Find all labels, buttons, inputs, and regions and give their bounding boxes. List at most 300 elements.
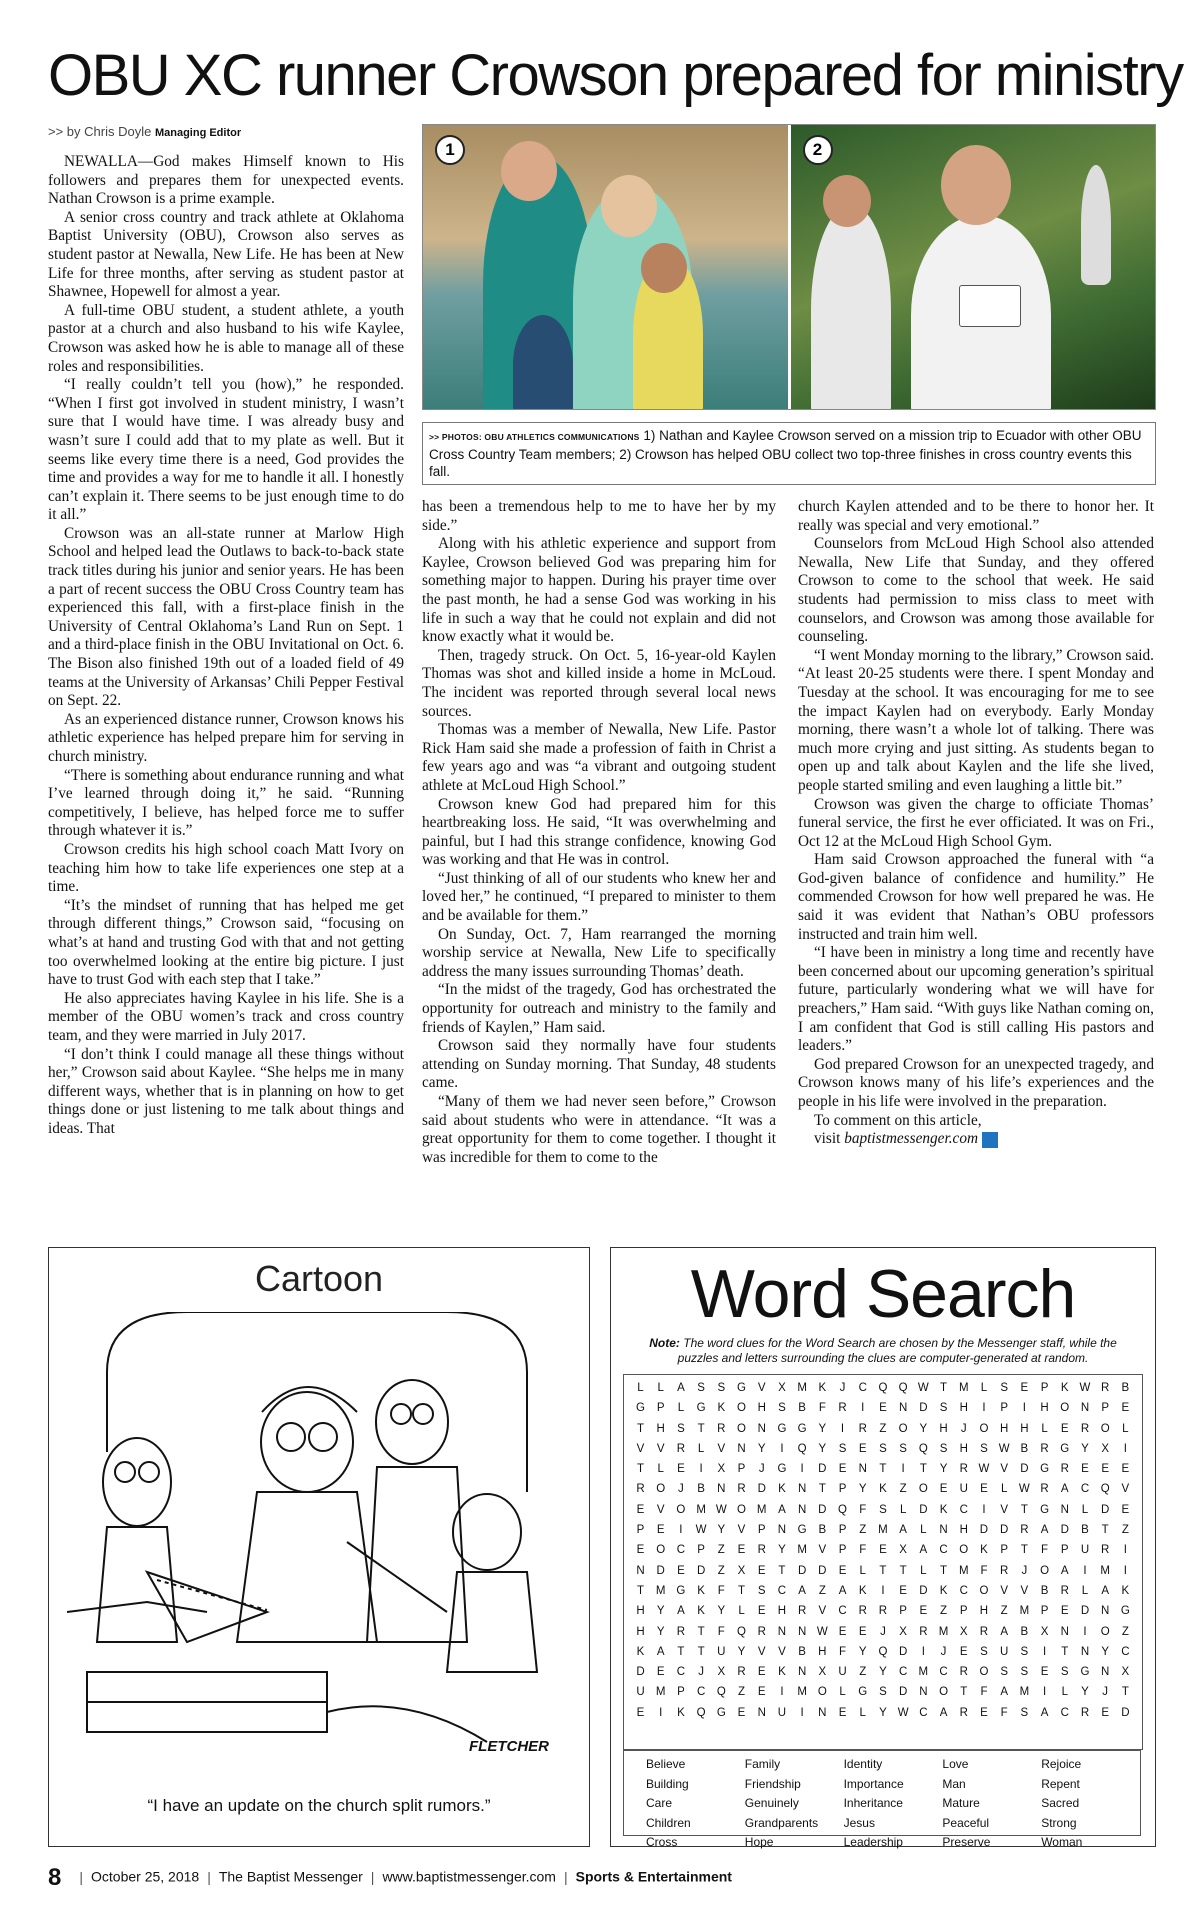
grid-letter: G [1040, 1503, 1050, 1516]
word-clue: Believe [646, 1757, 686, 1771]
grid-row [624, 1419, 1142, 1439]
grid-letter: R [878, 1605, 888, 1618]
paragraph: God prepared Crowson for an unexpected tragedy, and Crowson knows many of his life’s experiences and the people in his life were involved in the preparation. [798, 1055, 1154, 1110]
grid-letter: R [979, 1625, 989, 1638]
paragraph: Along with his athletic experience and support from Kaylee, Crowson believed God was preparing him for something major to happen. During his prayer time over the past month, he had a sense God was working in his life in such a way that he could not explain and did not know exactly what it would be. [422, 535, 776, 646]
grid-letter: Z [738, 1686, 746, 1699]
word-column [744, 1755, 844, 1849]
grid-letter: S [879, 1503, 887, 1516]
grid-letter: I [982, 1503, 986, 1516]
grid-letter: P [1040, 1605, 1049, 1618]
grid-row [624, 1581, 1142, 1601]
grid-letter: P [636, 1524, 645, 1537]
paragraph: Crowson credits his high school coach Matt Ivory on teaching him how to take life experiences one step at a time. [48, 840, 404, 896]
grid-letter: N [858, 1463, 867, 1476]
grid-letter: R [858, 1605, 867, 1618]
paragraph: Ham said Crowson approached the funeral with “a God-given balance of confidence and humility.” He commended Crowson for how well prepared he was. He said it was evident that Nathan’s OBU professors instructed and train him well. [798, 851, 1154, 943]
grid-letter: E [919, 1605, 928, 1618]
grid-letter: C [676, 1666, 686, 1679]
grid-letter: A [1060, 1564, 1069, 1577]
grid-letter: E [677, 1564, 685, 1577]
grid-letter: V [757, 1382, 766, 1394]
photo-caption [422, 422, 1156, 485]
grid-letter: T [697, 1422, 705, 1435]
grid-letter: L [637, 1382, 644, 1394]
grid-row [624, 1459, 1142, 1479]
grid-letter: E [757, 1605, 766, 1618]
grid-letter: B [1040, 1584, 1049, 1597]
grid-letter: N [797, 1625, 807, 1638]
word-clue: Strong [1041, 1815, 1077, 1830]
grid-letter: P [757, 1524, 766, 1537]
grid-letter: I [1083, 1625, 1087, 1638]
article-column-1 [48, 153, 404, 1233]
grid-letter: F [839, 1645, 847, 1658]
grid-letter: X [818, 1666, 827, 1679]
grid-letter: C [959, 1584, 968, 1597]
grid-letter: L [657, 1382, 664, 1394]
grid-letter: D [636, 1666, 645, 1679]
word-search-note-label: Note: [649, 1336, 680, 1350]
grid-letter: K [697, 1605, 705, 1618]
word-clue: Friendship [744, 1776, 801, 1791]
grid-letter: N [1060, 1503, 1069, 1516]
grid-letter: F [980, 1686, 988, 1699]
grid-letter: P [838, 1544, 847, 1557]
grid-letter: X [899, 1544, 907, 1557]
paragraph: A full-time OBU student, a student athlete, a youth pastor at a church and also husband to his wife Kaylee, Crowson was asked how he is able to manage all of these roles and responsibilities. [48, 301, 404, 375]
grid-letter: M [1100, 1564, 1110, 1577]
grid-letter: E [858, 1442, 867, 1455]
grid-letter: S [1020, 1645, 1029, 1658]
page-footer: 8 | October 25, 2018 | The Baptist Messenger | www.baptistmessenger.com | Sports & Entertainment [48, 1864, 732, 1891]
grid-letter: S [879, 1686, 887, 1699]
grid-letter: V [1020, 1584, 1029, 1597]
grid-letter: R [717, 1422, 726, 1435]
photo-cross-country-race [791, 125, 1156, 409]
grid-letter: Y [1081, 1442, 1089, 1455]
grid-letter: T [940, 1564, 948, 1577]
grid-letter: Y [879, 1666, 887, 1679]
grid-letter: P [677, 1686, 685, 1699]
word-clue: Children [646, 1815, 691, 1830]
grid-letter: D [797, 1564, 807, 1577]
grid-letter: Q [918, 1442, 928, 1455]
grid-letter: T [879, 1463, 887, 1476]
grid-letter: F [1000, 1706, 1008, 1719]
grid-letter: A [899, 1524, 907, 1537]
grid-row [624, 1703, 1142, 1723]
grid-letter: S [1000, 1382, 1008, 1394]
grid-letter: R [1060, 1463, 1069, 1476]
grid-letter: I [901, 1463, 905, 1476]
grid-letter: O [1060, 1402, 1070, 1415]
grid-letter: M [797, 1382, 807, 1394]
grid-letter: K [858, 1584, 867, 1597]
grid-letter: T [1020, 1503, 1028, 1516]
grid-letter: E [1060, 1422, 1069, 1435]
grid-letter: Y [1101, 1645, 1109, 1658]
grid-letter: M [938, 1625, 949, 1638]
grid-letter: R [858, 1422, 867, 1435]
grid-letter: D [919, 1584, 928, 1597]
grid-letter: V [656, 1442, 665, 1455]
grid-letter: R [676, 1625, 686, 1638]
grid-row [624, 1540, 1142, 1560]
grid-row [624, 1642, 1142, 1662]
grid-letter: R [1040, 1483, 1049, 1496]
grid-letter: R [636, 1483, 645, 1496]
photo-number-2: 2 [803, 135, 833, 165]
grid-letter: I [800, 1706, 804, 1719]
grid-letter: N [818, 1706, 827, 1719]
grid-letter: T [879, 1564, 887, 1577]
grid-letter: W [816, 1625, 828, 1638]
grid-letter: L [920, 1564, 927, 1577]
grid-letter: Z [879, 1422, 887, 1435]
grid-letter: G [1040, 1463, 1050, 1476]
grid-letter: V [636, 1442, 645, 1455]
grid-letter: P [838, 1483, 847, 1496]
grid-letter: X [717, 1666, 726, 1679]
grid-letter: C [1121, 1645, 1130, 1658]
grid-letter: J [940, 1645, 947, 1658]
word-clue: Peaceful [942, 1815, 990, 1830]
grid-letter: A [919, 1544, 928, 1557]
grid-letter: T [636, 1422, 645, 1435]
grid-row [624, 1378, 1142, 1398]
grid-letter: H [939, 1422, 948, 1435]
grid-letter: M [655, 1584, 666, 1597]
grid-letter: A [798, 1584, 806, 1597]
grid-letter: D [979, 1524, 989, 1537]
paragraph: church Kaylen attended and to be there to honor her. It really was special and very emotional.” [798, 498, 1154, 534]
grid-letter: O [737, 1402, 746, 1415]
grid-letter: Y [757, 1442, 766, 1455]
grid-letter: O [817, 1686, 827, 1699]
grid-letter: P [1000, 1544, 1008, 1557]
grid-letter: G [1120, 1605, 1130, 1618]
grid-letter: N [898, 1402, 908, 1415]
grid-letter: P [1000, 1402, 1008, 1415]
word-clue: Preserve [942, 1835, 991, 1849]
grid-letter: S [757, 1584, 766, 1597]
grid-letter: F [980, 1564, 988, 1577]
paragraph: A senior cross country and track athlete at Oklahoma Baptist University (OBU), Crowson also serves as student pastor at Newalla, New Life. He has been at New Life for three months, after serving as student pastor at Shawnee, Hopewell for almost a year. [48, 208, 404, 301]
grid-letter: G [1060, 1442, 1070, 1455]
grid-letter: Q [737, 1625, 746, 1638]
grid-letter: R [1060, 1584, 1069, 1597]
grid-letter: G [636, 1402, 645, 1415]
word-clue: Building [646, 1776, 689, 1791]
word-search-note [631, 1336, 1135, 1366]
grid-letter: G [737, 1382, 746, 1394]
grid-letter: A [1040, 1706, 1049, 1719]
grid-letter: P [959, 1605, 968, 1618]
grid-letter: L [657, 1463, 664, 1476]
grid-letter: V [818, 1605, 827, 1618]
grid-letter: L [1041, 1422, 1048, 1435]
word-clue: Genuinely [744, 1796, 799, 1810]
grid-letter: S [1020, 1666, 1029, 1679]
grid-letter: K [778, 1483, 786, 1496]
paragraph: “I went Monday morning to the library,” Crowson said. “At least 20-25 students were there. I spent Monday and Tuesday at the school. It was encouraging for me to see the impact Kaylen had on everybody. Early Monday morning, there wasn’t a whole lot of talking. There was much more crying and just sitting. As students began to open up and talk about Kaylen and the life she lived, people started smiling and even laughing a little bit.” [798, 646, 1154, 794]
cartoon-panel [48, 1247, 590, 1847]
grid-letter: R [1040, 1442, 1049, 1455]
grid-letter: N [717, 1483, 726, 1496]
grid-letter: C [777, 1584, 787, 1597]
grid-letter: T [778, 1564, 786, 1577]
grid-letter: Y [858, 1645, 867, 1658]
grid-letter: L [1081, 1584, 1089, 1597]
grid-letter: E [1101, 1706, 1109, 1719]
grid-letter: D [919, 1503, 928, 1516]
paragraph: “I don’t think I could manage all these things without her,” Crowson said about Kaylee. “She helps me in many different ways, whether that is in planning on how to get things done or just listening to me talk about things and ideas. That [48, 1045, 404, 1137]
visit-url[interactable]: baptistmessenger.com [844, 1130, 979, 1148]
issue-date: October 25, 2018 [91, 1868, 200, 1885]
grid-letter: B [1081, 1524, 1089, 1537]
grid-letter: Q [1100, 1483, 1110, 1496]
grid-letter: R [797, 1605, 807, 1618]
grid-letter: B [697, 1483, 705, 1496]
byline [48, 124, 241, 139]
word-clue: Sacred [1041, 1796, 1080, 1810]
grid-letter: D [1020, 1463, 1029, 1476]
grid-letter: E [757, 1686, 766, 1699]
grid-letter: O [898, 1422, 908, 1435]
grid-letter: X [1040, 1625, 1049, 1638]
word-clue: Cross [646, 1835, 678, 1849]
cartoon-signature: FLETCHER [469, 1738, 549, 1755]
grid-letter: L [677, 1402, 685, 1415]
grid-letter: R [737, 1483, 746, 1496]
grid-letter: Z [940, 1605, 948, 1618]
grid-letter: O [656, 1544, 666, 1557]
grid-letter: A [677, 1605, 685, 1618]
grid-row [624, 1682, 1142, 1702]
grid-letter: N [797, 1503, 807, 1516]
grid-letter: Y [919, 1422, 928, 1435]
grid-row [624, 1520, 1142, 1540]
grid-row [624, 1500, 1142, 1520]
grid-letter: Q [696, 1706, 706, 1719]
word-search-panel [610, 1247, 1156, 1847]
grid-letter: K [879, 1483, 887, 1496]
grid-letter: F [717, 1584, 725, 1597]
grid-letter: H [777, 1605, 787, 1618]
grid-letter: L [839, 1686, 846, 1699]
grid-letter: Q [878, 1382, 888, 1394]
grid-letter: H [979, 1605, 989, 1618]
grid-letter: G [696, 1402, 706, 1415]
grid-letter: Z [859, 1666, 867, 1679]
grid-letter: A [1060, 1483, 1069, 1496]
grid-letter: N [939, 1524, 948, 1537]
grid-letter: L [738, 1605, 745, 1618]
grid-letter: X [899, 1625, 907, 1638]
grid-letter: N [757, 1706, 766, 1719]
grid-letter: S [939, 1442, 948, 1455]
grid-letter: N [1080, 1645, 1090, 1658]
grid-letter: L [899, 1503, 907, 1516]
grid-letter: S [838, 1442, 847, 1455]
word-clue: Importance [843, 1776, 904, 1791]
grid-letter: M [958, 1382, 969, 1394]
grid-letter: O [979, 1584, 989, 1597]
word-search-word-list [623, 1750, 1141, 1849]
grid-letter: S [677, 1422, 685, 1435]
word-search-grid [623, 1374, 1143, 1750]
grid-letter: W [1018, 1483, 1030, 1496]
grid-letter: I [840, 1422, 845, 1435]
grid-letter: T [1061, 1645, 1069, 1658]
grid-letter: Q [838, 1503, 847, 1516]
word-clue: Woman [1041, 1835, 1083, 1849]
grid-letter: G [716, 1706, 726, 1719]
grid-letter: F [1041, 1544, 1049, 1557]
grid-letter: W [998, 1442, 1010, 1455]
grid-letter: W [715, 1503, 727, 1516]
grid-letter: S [980, 1645, 988, 1658]
grid-letter: N [1080, 1402, 1090, 1415]
grid-letter: E [838, 1564, 847, 1577]
grid-letter: G [1080, 1666, 1090, 1679]
grid-letter: I [699, 1463, 703, 1476]
grid-letter: W [1079, 1382, 1091, 1394]
grid-letter: E [980, 1706, 988, 1719]
grid-row [624, 1662, 1142, 1682]
grid-letter: D [1000, 1524, 1009, 1537]
grid-letter: X [959, 1625, 968, 1638]
grid-letter: E [656, 1666, 665, 1679]
grid-letter: Z [1121, 1625, 1129, 1638]
grid-letter: Y [656, 1605, 665, 1618]
grid-letter: I [780, 1442, 784, 1455]
grid-letter: B [1020, 1442, 1029, 1455]
grid-letter: V [818, 1544, 827, 1557]
grid-letter: E [980, 1483, 988, 1496]
grid-letter: O [656, 1483, 666, 1496]
grid-letter: E [1081, 1463, 1089, 1476]
grid-row [624, 1561, 1142, 1581]
grid-letter: X [1101, 1442, 1109, 1455]
grid-letter: G [858, 1686, 868, 1699]
grid-letter: M [756, 1503, 767, 1516]
grid-letter: B [818, 1524, 827, 1537]
paragraph: Crowson was an all-state runner at Marlow High School and helped lead the Outlaws to back-to-back state track titles during his junior and senior years. He has been a part of recent success the OBU Cross Country team has experienced this fall, with a first-place finish in the University of Central Oklahoma’s Land Run on Sept. 1 and a third-place finish in the OBU Invitational on Oct. 6. The Bison also finished 19th out of a loaded field of 49 teams at the University of Arkansas’ Chili Pepper Festival on Sept. 22. [48, 524, 404, 710]
grid-letter: S [1020, 1706, 1029, 1719]
grid-letter: U [636, 1686, 645, 1699]
grid-letter: I [679, 1524, 683, 1537]
paragraph: He also appreciates having Kaylee in his life. She is a member of the OBU women’s track and cross country team, and they were married in July 2017. [48, 989, 404, 1044]
grid-letter: D [898, 1645, 908, 1658]
grid-letter: E [677, 1463, 685, 1476]
grid-letter: H [636, 1605, 645, 1618]
grid-letter: D [818, 1503, 827, 1516]
grid-letter: R [959, 1706, 968, 1719]
grid-letter: N [1101, 1666, 1110, 1679]
grid-letter: I [1083, 1564, 1087, 1577]
grid-letter: E [959, 1645, 968, 1658]
grid-letter: Y [818, 1422, 827, 1435]
grid-letter: C [1080, 1483, 1090, 1496]
grid-letter: O [1100, 1625, 1110, 1638]
grid-row [624, 1601, 1142, 1621]
grid-letter: Q [716, 1686, 726, 1699]
word-clue: Mature [942, 1796, 980, 1810]
grid-letter: T [818, 1483, 826, 1496]
grid-letter: V [1000, 1503, 1008, 1516]
grid-letter: P [1060, 1544, 1069, 1557]
grid-letter: K [939, 1584, 948, 1597]
grid-letter: Z [717, 1564, 725, 1577]
grid-letter: O [676, 1503, 686, 1516]
grid-letter: L [1081, 1503, 1089, 1516]
grid-letter: L [859, 1706, 866, 1719]
grid-letter: V [717, 1442, 726, 1455]
grid-row [624, 1398, 1142, 1418]
grid-letter: R [1080, 1706, 1090, 1719]
grid-letter: O [737, 1422, 746, 1435]
grid-letter: R [959, 1463, 968, 1476]
photo-credit: >> PHOTOS: OBU ATHLETICS COMMUNICATIONS [429, 432, 640, 442]
word-clue: Man [942, 1776, 966, 1791]
cartoon-illustration [67, 1312, 571, 1782]
grid-letter: N [737, 1442, 746, 1455]
article-headline: OBU XC runner Crowson prepared for ministry [48, 43, 1183, 108]
grid-letter: Y [717, 1605, 726, 1618]
grid-letter: S [697, 1382, 705, 1394]
grid-letter: O [737, 1503, 746, 1516]
grid-letter: X [737, 1564, 746, 1577]
grid-letter: I [1123, 1564, 1127, 1577]
grid-letter: E [1121, 1463, 1130, 1476]
grid-letter: A [656, 1645, 665, 1658]
grid-letter: R [1000, 1564, 1009, 1577]
grid-letter: A [939, 1706, 948, 1719]
grid-letter: I [1042, 1686, 1047, 1699]
grid-letter: X [1121, 1666, 1130, 1679]
grid-letter: K [818, 1382, 827, 1394]
visit-prefix: visit [814, 1130, 841, 1148]
grid-letter: M [797, 1686, 807, 1699]
grid-letter: M [696, 1503, 706, 1516]
word-clue: Repent [1041, 1776, 1080, 1791]
grid-letter: S [778, 1402, 786, 1415]
grid-letter: B [1020, 1625, 1029, 1638]
grid-letter: W [695, 1524, 707, 1537]
paragraph: As an experienced distance runner, Crowson knows his athletic experience has helped prepare him for serving in church ministry. [48, 710, 404, 765]
grid-letter: H [1040, 1402, 1049, 1415]
grid-letter: D [818, 1463, 827, 1476]
grid-letter: T [636, 1584, 645, 1597]
grid-letter: M [878, 1524, 888, 1537]
grid-letter: E [1121, 1503, 1130, 1516]
grid-letter: D [898, 1686, 908, 1699]
grid-letter: Z [859, 1524, 867, 1537]
grid-letter: P [737, 1463, 746, 1476]
grid-letter: H [757, 1402, 766, 1415]
grid-letter: Y [717, 1524, 726, 1537]
grid-letter: V [1121, 1483, 1130, 1496]
grid-letter: W [917, 1382, 929, 1394]
section-name: Sports & Entertainment [575, 1868, 732, 1885]
grid-letter: E [838, 1625, 847, 1638]
grid-letter: M [1019, 1605, 1030, 1618]
grid-letter: R [919, 1625, 928, 1638]
grid-letter: T [738, 1584, 746, 1597]
grid-letter: Z [818, 1584, 826, 1597]
